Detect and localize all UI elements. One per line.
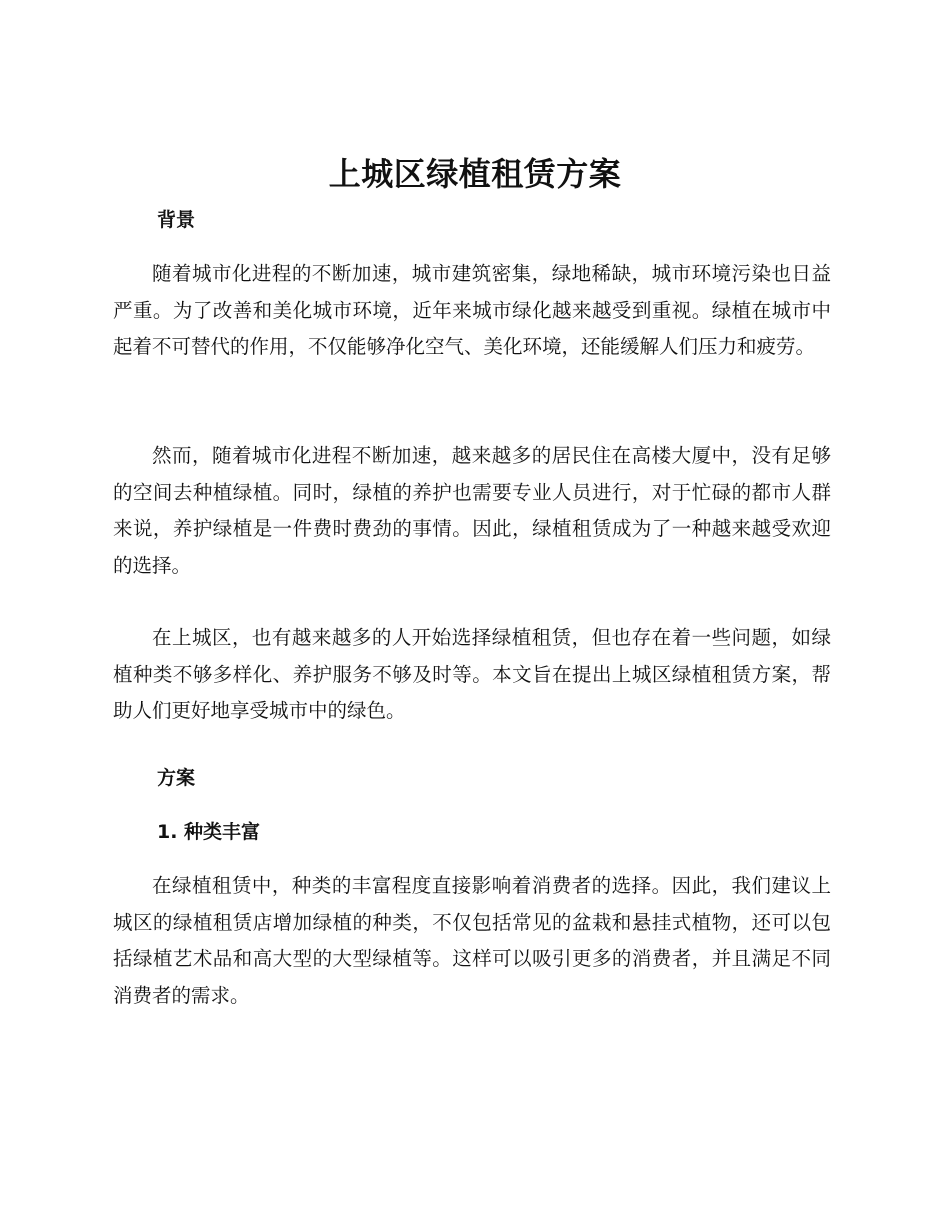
section-heading-background: 背景 xyxy=(157,209,196,231)
paragraph-background-2: 然而，随着城市化进程不断加速，越来越多的居民住在高楼大厦中，没有足够的空间去种植绿植。同时，绿植的养护也需要专业人员进行，对于忙碌的都市人群来说，养护绿植是一件费时费劲的事情。因此，绿植租赁成为了一种越来越受欢迎的选择。 xyxy=(113,444,831,577)
paragraph-background-3: 在上城区，也有越来越多的人开始选择绿植租赁，但也存在着一些问题，如绿植种类不够多样化、养护服务不够及时等。本文旨在提出上城区绿植租赁方案，帮助人们更好地享受城市中的绿色。 xyxy=(113,626,831,722)
document-title: 上城区绿植租赁方案 xyxy=(328,155,622,193)
section-heading-plan: 方案 xyxy=(157,767,196,789)
paragraph-background-1: 随着城市化进程的不断加速，城市建筑密集，绿地稀缺，城市环境污染也日益严重。为了改善和美化城市环境，近年来城市绿化越来越受到重视。绿植在城市中起着不可替代的作用，不仅能够净化空气、美化环境，还能缓解人们压力和疲劳。 xyxy=(113,262,831,358)
subheading-variety: 1. 种类丰富 xyxy=(157,821,261,843)
paragraph-variety: 在绿植租赁中，种类的丰富程度直接影响着消费者的选择。因此，我们建议上城区的绿植租赁店增加绿植的种类，不仅包括常见的盆栽和悬挂式植物，还可以包括绿植艺术品和高大型的大型绿植等。这样可以吸引更多的消费者，并且满足不同消费者的需求。 xyxy=(113,874,831,1007)
